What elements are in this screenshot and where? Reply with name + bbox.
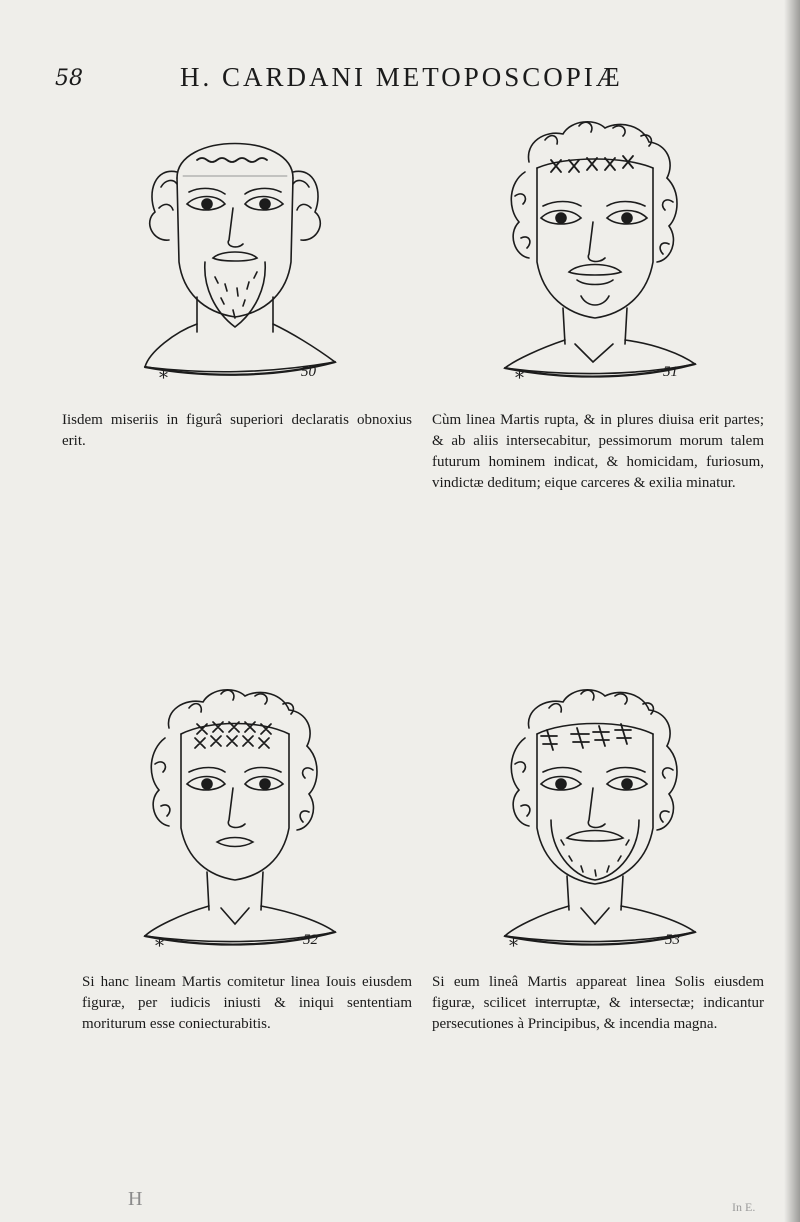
- face-figure-53: [485, 680, 705, 950]
- page-edge-shadow: [784, 0, 800, 1222]
- caption-figure-51: Cùm linea Martis rupta, & in plures diuisa erit partes; & ab aliis intersecabitur, pessimorum morum talem futurum hominem indicat, & homicidam, furiosum, vindictæ deditum; eique carceres & exilia minatur.: [432, 412, 764, 491]
- face-illustration-curly-bearded: [485, 680, 705, 950]
- caption-figure-53: Si eum lineâ Martis appareat linea Solis eiusdem figuræ, scilicet interruptæ, & intersectæ; indicantur persecutiones à Principibus, & incendia magna.: [432, 974, 764, 1032]
- figure-number: 50: [301, 364, 316, 380]
- caption-figure-50: Iisdem miseriis in figurâ superiori declaratis obnoxius erit.: [62, 412, 412, 449]
- figure-number: 51: [663, 364, 678, 380]
- page-header: [55, 62, 695, 102]
- running-title: H. CARDANI METOPOSCOPIÆ: [180, 62, 623, 92]
- face-figure-52: [125, 680, 345, 950]
- face-figure-51: [485, 112, 705, 382]
- face-figure-50: [125, 112, 345, 382]
- face-illustration-curly-young: [125, 680, 345, 950]
- signature-mark: H: [128, 1188, 143, 1210]
- face-illustration-curly-mustache: [485, 112, 705, 382]
- page-number: 58: [55, 66, 83, 91]
- figure-star: *: [159, 368, 168, 382]
- figure-number: 53: [665, 932, 680, 948]
- figure-star: *: [515, 368, 524, 382]
- figure-star: *: [155, 936, 164, 950]
- caption-figure-52: Si hanc lineam Martis comitetur linea Iouis eiusdem figuræ, per iudicis iniusti & iniqui sententiam moriturum esse coniecturabitis.: [82, 974, 412, 1032]
- face-illustration-bald-bearded: [125, 112, 345, 382]
- figure-star: *: [509, 936, 518, 950]
- bleed-through-text: In E.: [732, 1200, 756, 1214]
- figure-number: 52: [303, 932, 318, 948]
